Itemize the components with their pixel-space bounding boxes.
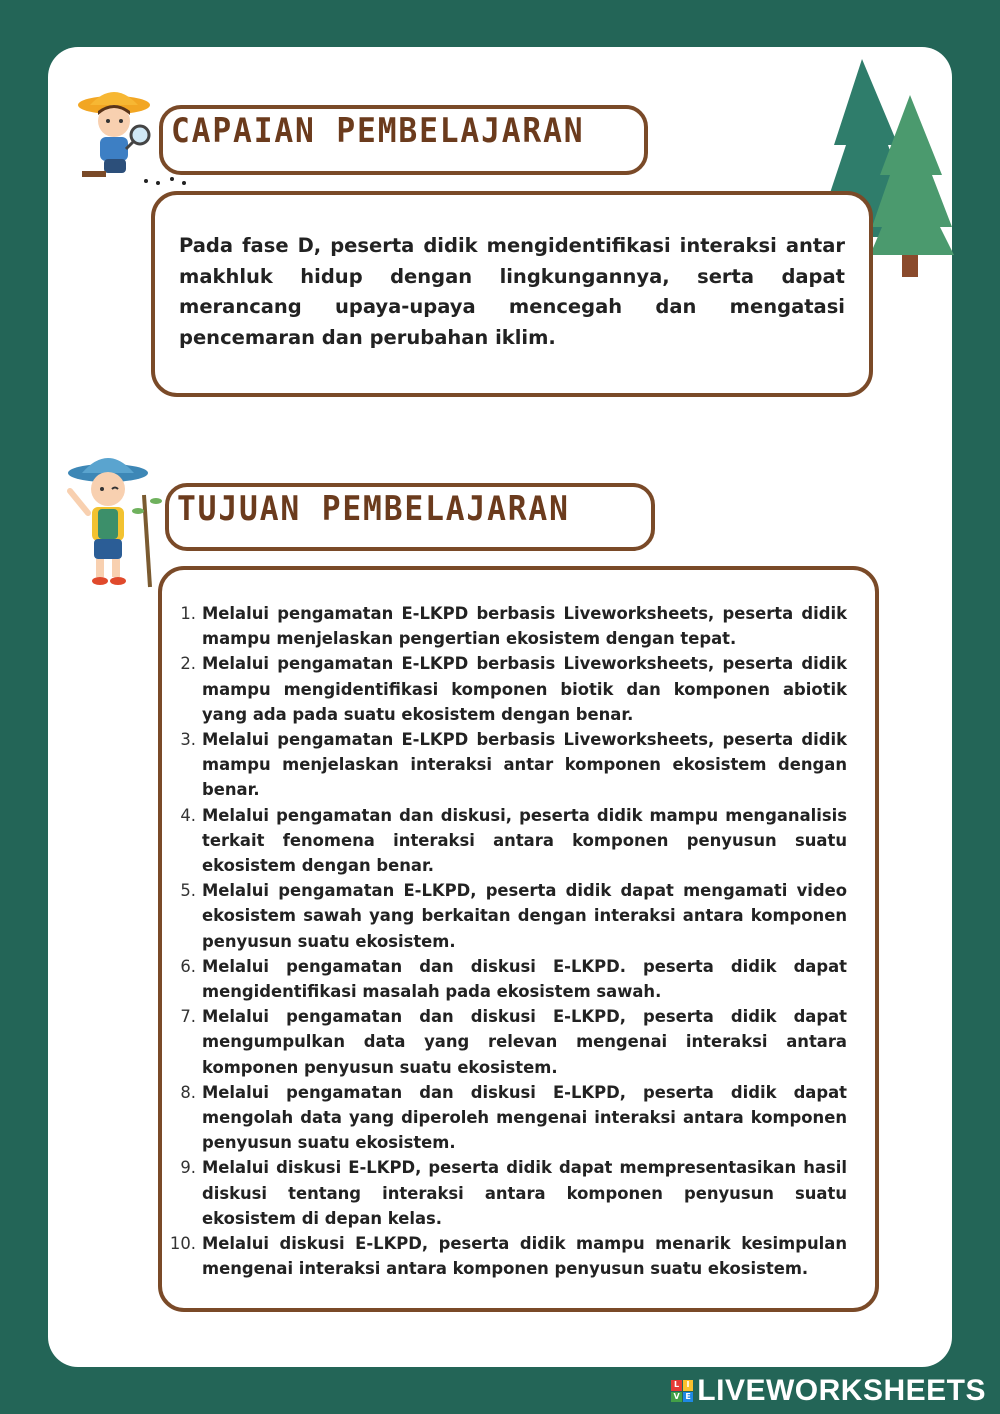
capaian-paragraph: Pada fase D, peserta didik mengidentifikasi interaksi antar makhluk hidup dengan lingkungannya, serta dapat merancang upaya-upaya mencegah dan mengatasi pencemaran dan perubahan iklim. (179, 234, 845, 349)
objective-item: 7. Melalui pengamatan dan diskusi E-LKPD, peserta didik dapat mengumpulkan data yang relevan mengenai interaksi antara komponen penyusun suatu ekosistem. (180, 1007, 847, 1077)
objectives-list (162, 601, 847, 1281)
kid-waving-illustration (58, 441, 168, 589)
capaian-title: CAPAIAN PEMBELAJARAN (171, 111, 585, 151)
objective-item: 6. Melalui pengamatan dan diskusi E-LKPD. peserta didik dapat mengidentifikasi masalah pada ekosistem sawah. (180, 956, 847, 1002)
objective-item: 10. Melalui diskusi E-LKPD, peserta didik mampu menarik kesimpulan mengenai interaksi antara komponen penyusun suatu ekosistem. (169, 1234, 847, 1279)
objective-item: 8. Melalui pengamatan dan diskusi E-LKPD, peserta didik dapat mengolah data yang diperoleh mengenai interaksi antara komponen penyusun suatu ekosistem. (180, 1082, 847, 1153)
objective-item: 3. Melalui pengamatan E-LKPD berbasis Liveworksheets, peserta didik mampu menjelaskan interaksi antar komponen ekosistem dengan benar. (180, 730, 847, 800)
tujuan-title-box (165, 483, 655, 551)
capaian-title-box (159, 105, 648, 175)
objective-item: 1. Melalui pengamatan E-LKPD berbasis Liveworksheets, peserta didik mampu menjelaskan pengertian ekosistem dengan tepat. (180, 604, 847, 649)
objective-item: 4. Melalui pengamatan dan diskusi, peserta didik mampu menganalisis terkait fenomena interaksi antara komponen penyusun suatu ekosistem dengan benar. (180, 805, 847, 876)
objective-item: 5. Melalui pengamatan E-LKPD, peserta didik dapat mengamati video ekosistem sawah yang berkaitan dengan interaksi antara komponen penyusun suatu ekosistem. (180, 881, 847, 951)
watermark-text: LIVEWORKSHEETS (697, 1374, 986, 1407)
liveworksheets-logo-icon: L I V E (671, 1380, 693, 1402)
liveworksheets-watermark[interactable] (671, 1374, 986, 1408)
tujuan-title: TUJUAN PEMBELAJARAN (177, 489, 570, 529)
worksheet-page (48, 47, 952, 1367)
objective-item: 9. Melalui diskusi E-LKPD, peserta didik dapat mempresentasikan hasil diskusi tentang interaksi antara komponen penyusun suatu ekosistem di depan kelas. (180, 1158, 847, 1228)
capaian-content-box (151, 191, 873, 397)
objective-item: 2. Melalui pengamatan E-LKPD berbasis Liveworksheets, peserta didik mampu mengidentifikasi komponen biotik dan komponen abiotik yang ada pada suatu ekosistem dengan benar. (180, 654, 847, 724)
tujuan-content-box (158, 566, 879, 1312)
